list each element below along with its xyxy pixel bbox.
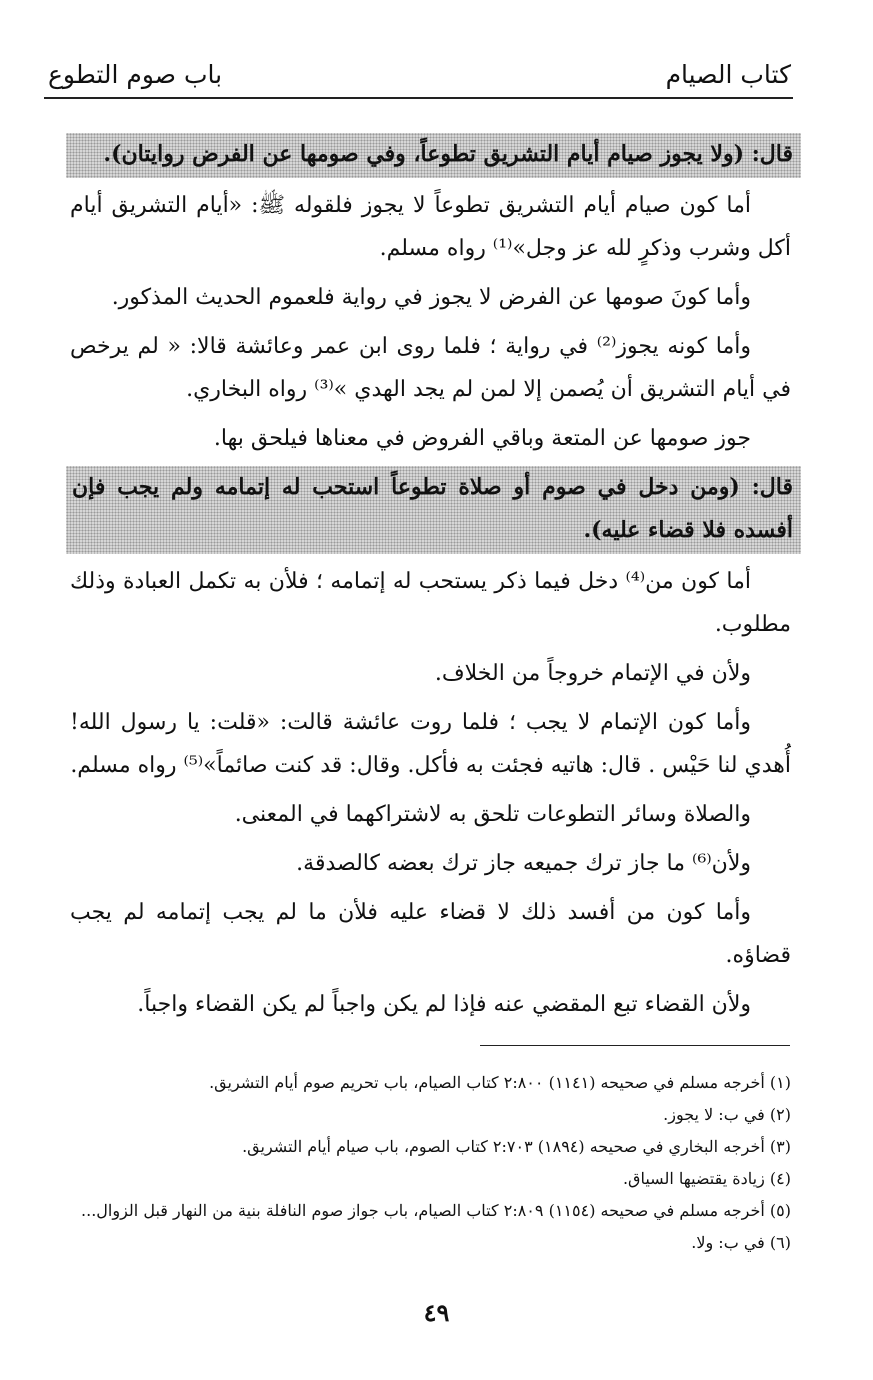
main-text	[70, 127, 791, 1032]
paragraph: وأما كون الإتمام لا يجب ؛ فلما روت عائشة قالت: «قلت: يا رسول الله! أُهدي لنا حَيْس . قال: هاتيه فجئت به فأكل. وقال: قد كنت صائماً»⁽⁵⁾ رواه مسلم.	[70, 710, 791, 778]
paragraph: وأما كونه يجوز⁽²⁾ في رواية ؛ فلما روى ابن عمر وعائشة قالا: « لم يرخص في أيام التشريق أن يُصمن إلا لمن لم يجد الهدي »⁽³⁾ رواه البخاري.	[70, 334, 791, 402]
paragraph: وأما كونَ صومها عن الفرض لا يجوز في رواية فلعموم الحديث المذكور.	[111, 285, 751, 310]
paragraph: ولأن⁽⁶⁾ ما جاز ترك جميعه جاز ترك بعضه كالصدقة.	[296, 851, 751, 876]
running-header	[48, 52, 791, 96]
header-book-title: كتاب الصيام	[665, 59, 791, 89]
header-rule	[44, 97, 793, 99]
footnote: (٤) زيادة يقتضيها السياق.	[622, 1169, 791, 1188]
paragraph: ولأن في الإتمام خروجاً من الخلاف.	[434, 661, 751, 686]
paragraph: والصلاة وسائر التطوعات تلحق به لاشتراكهما في المعنى.	[234, 802, 751, 827]
footnote: (٣) أخرجه البخاري في صحيحه (١٨٩٤) ٢:٧٠٣ كتاب الصوم، باب صيام أيام التشريق.	[242, 1137, 791, 1156]
heading-ruling: قال: (ومن دخل في صوم أو صلاة تطوعاً استحب له إتمامه ولم يجب فإن أفسده فلا قضاء عليه).	[66, 466, 801, 554]
paragraph: ولأن القضاء تبع المقضي عنه فإذا لم يكن واجباً لم يكن القضاء واجباً.	[137, 992, 751, 1017]
footnote: (٦) في ب: ولا.	[691, 1233, 791, 1252]
header-section-title: باب صوم التطوع	[48, 59, 223, 89]
footnotes	[70, 1068, 791, 1260]
footnote: (٥) أخرجه مسلم في صحيحه (١١٥٤) ٢:٨٠٩ كتاب الصيام، باب جواز صوم النافلة بنية من النهار قبل الزوال...	[81, 1201, 791, 1220]
heading-ruling: قال: (ولا يجوز صيام أيام التشريق تطوعاً، وفي صومها عن الفرض روايتان).	[66, 133, 801, 178]
footnote: (٢) في ب: لا يجوز.	[663, 1105, 791, 1124]
footnote-rule	[480, 1045, 790, 1046]
page-number: ٤٩	[423, 1298, 450, 1327]
paragraph: أما كون من⁽⁴⁾ دخل فيما ذكر يستحب له إتمامه ؛ فلأن به تكمل العبادة وذلك مطلوب.	[70, 569, 791, 637]
paragraph: أما كون صيام أيام التشريق تطوعاً لا يجوز فلقوله ﷺ: «أيام التشريق أيام أكل وشرب وذكرٍ لله عز وجل»⁽¹⁾ رواه مسلم.	[70, 193, 791, 261]
footnote: (١) أخرجه مسلم في صحيحه (١١٤١) ٢:٨٠٠ كتاب الصيام، باب تحريم صوم أيام التشريق.	[209, 1073, 791, 1092]
paragraph: جوز صومها عن المتعة وباقي الفروض في معناها فيلحق بها.	[213, 426, 751, 451]
paragraph: وأما كون من أفسد ذلك لا قضاء عليه فلأن ما لم يجب إتمامه لم يجب قضاؤه.	[70, 900, 791, 968]
